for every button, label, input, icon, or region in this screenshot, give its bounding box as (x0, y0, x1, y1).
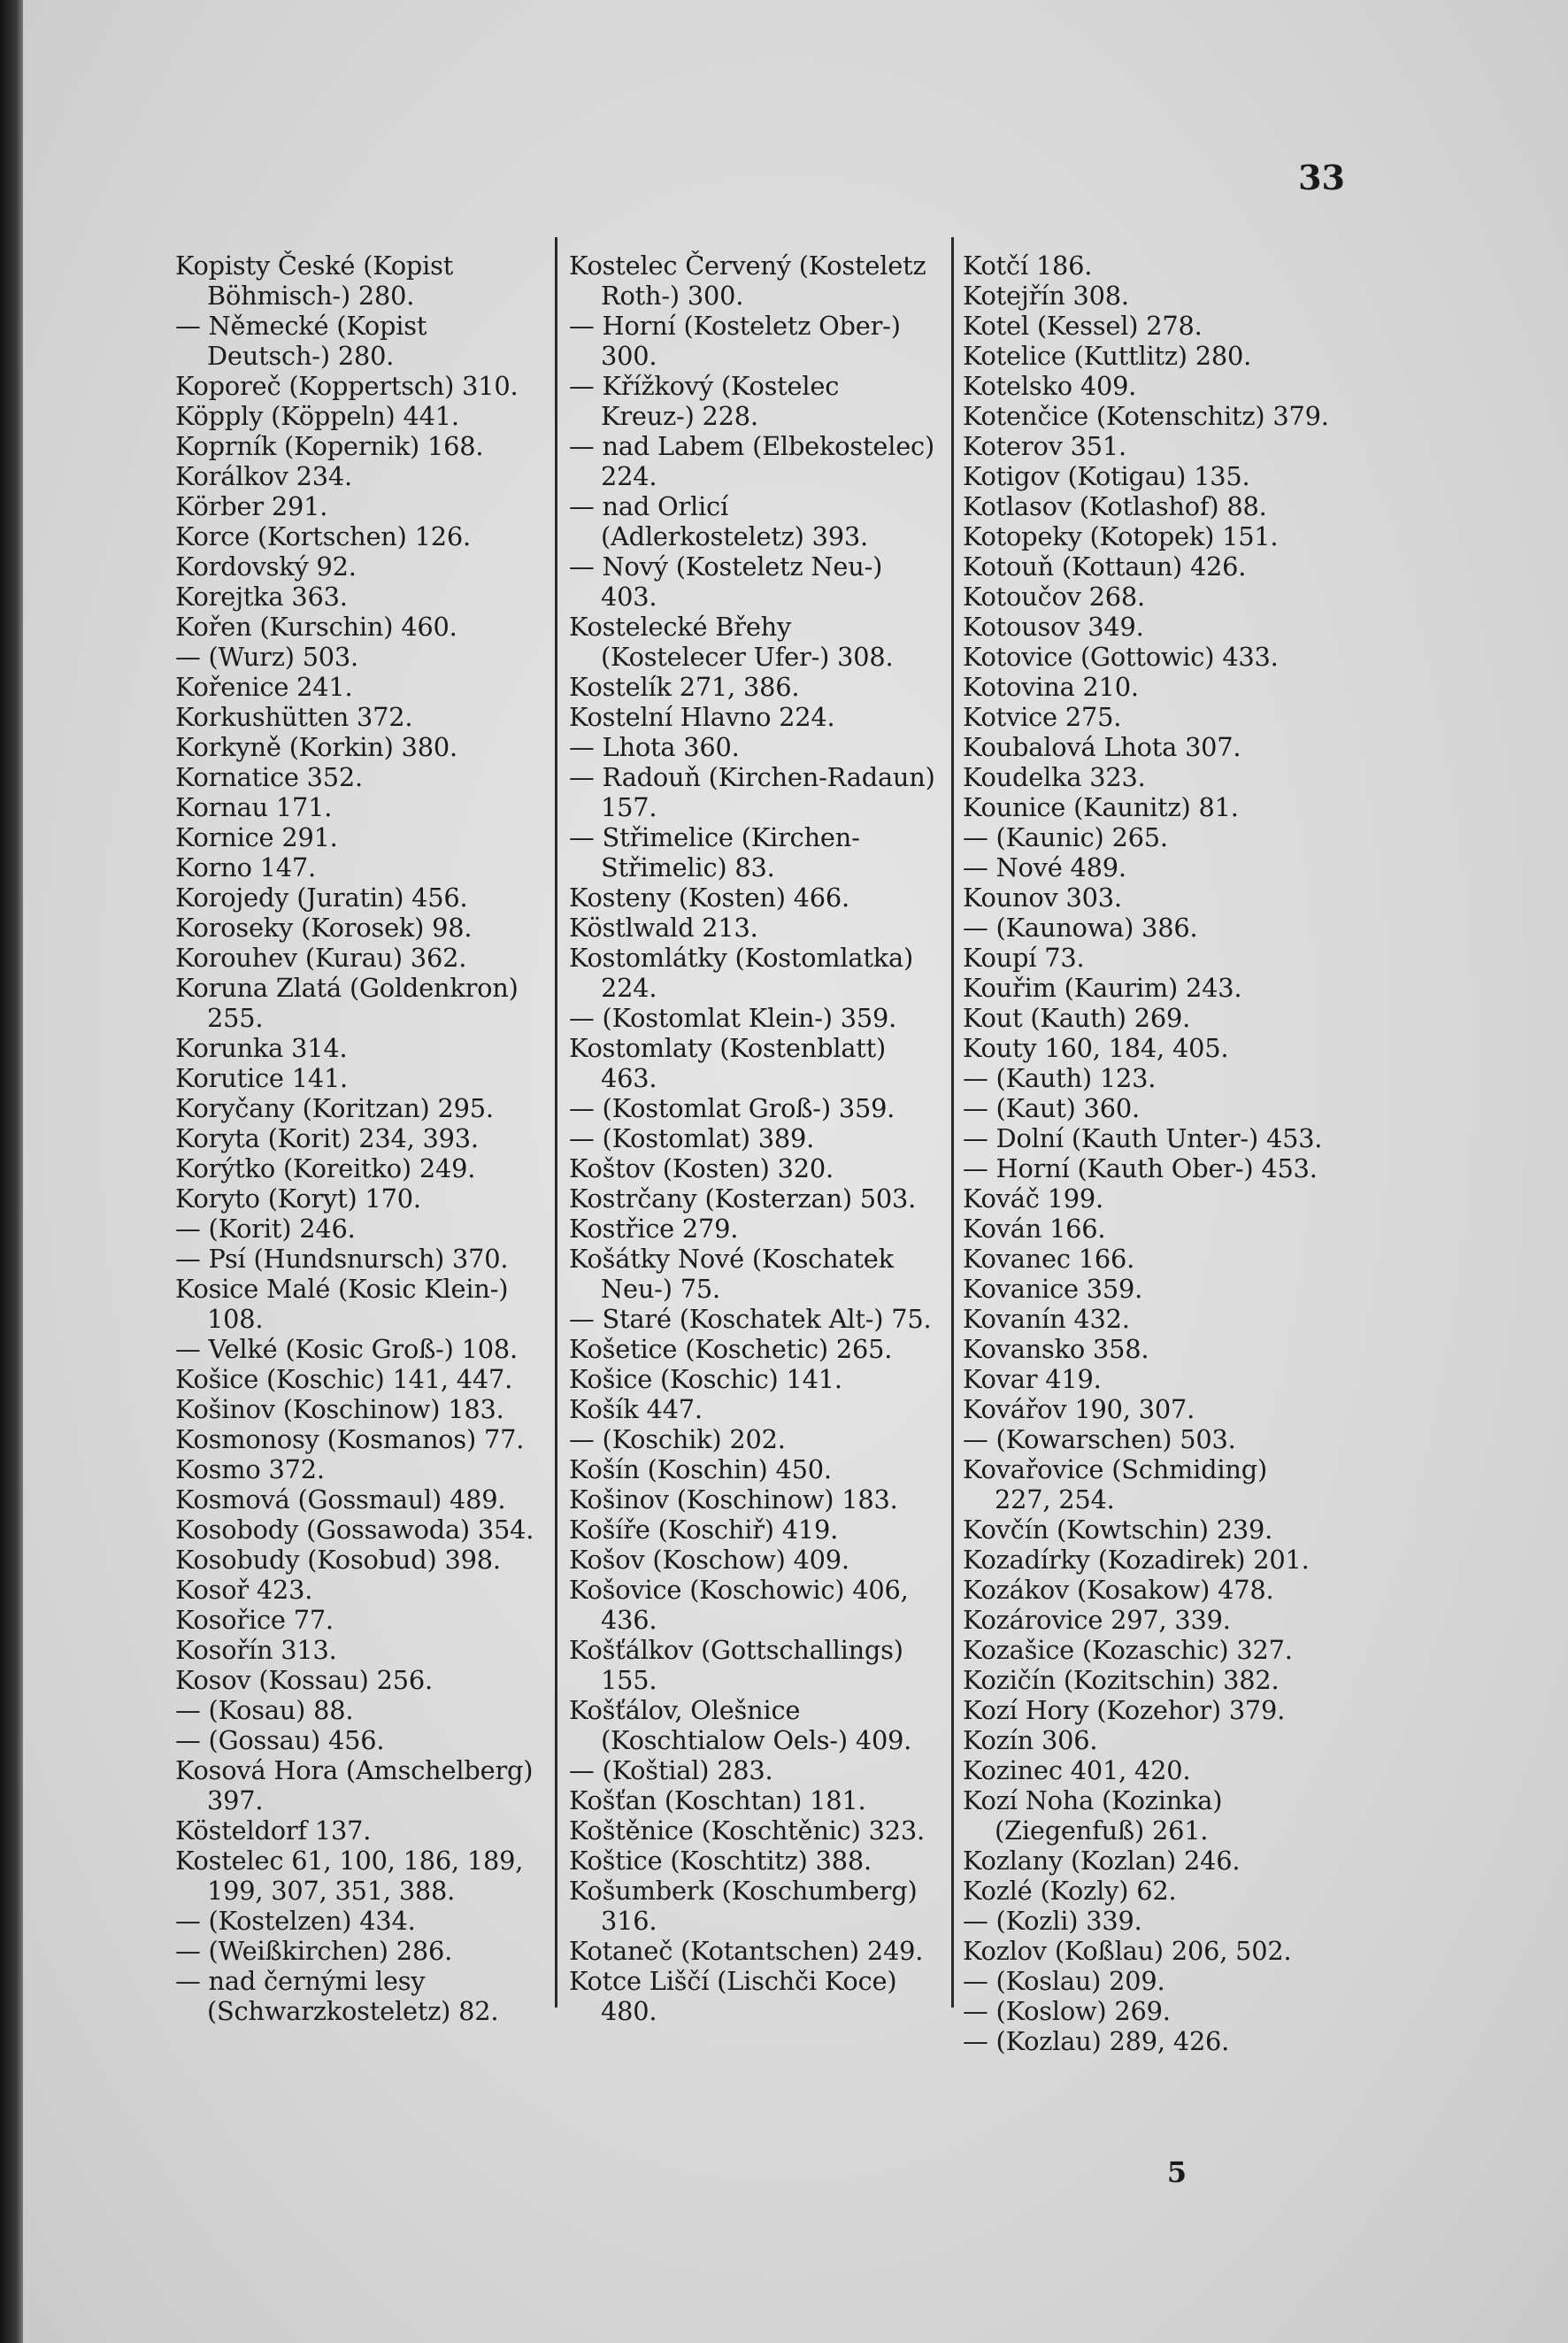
index-entry: — Staré (Koschatek Alt-) 75. (569, 1304, 932, 1334)
index-entry: Kouty 160, 184, 405. (963, 1033, 1229, 1063)
index-entry: Kostelecké Břehy (Kostelecer Ufer-) 308. (569, 612, 894, 672)
index-entry: Korálkov 234. (175, 461, 352, 491)
index-entry: Koporeč (Koppertsch) 310. (175, 371, 519, 401)
index-entry: — (Koslow) 269. (963, 1996, 1171, 2026)
index-entry: Kornice 291. (175, 822, 338, 852)
index-column-1 (175, 250, 542, 2026)
index-entry: Korutice 141. (175, 1063, 349, 1093)
index-entry: Kovansko 358. (963, 1334, 1149, 1364)
index-entry: Kosoř 423. (175, 1575, 313, 1605)
index-entry: — Nové 489. (963, 852, 1126, 882)
index-entry: Korkyně (Korkin) 380. (175, 732, 457, 762)
index-entry: Köstlwald 213. (569, 913, 758, 943)
index-entry: Kotopeky (Kotopek) 151. (963, 521, 1279, 551)
index-entry: — nad Labem (Elbekostelec) 224. (569, 431, 935, 491)
index-entry: Korunka 314. (175, 1033, 348, 1063)
index-entry: Kotaneč (Kotantschen) 249. (569, 1936, 924, 1966)
index-entry: Košice (Koschic) 141. (569, 1364, 842, 1394)
index-entry: Košín (Koschin) 450. (569, 1454, 832, 1484)
index-entry: Kozlany (Kozlan) 246. (963, 1846, 1241, 1876)
index-entry: Kounice (Kaunitz) 81. (963, 792, 1239, 822)
index-entry: Korno 147. (175, 852, 316, 882)
index-entry: Kosobudy (Kosobud) 398. (175, 1545, 501, 1575)
index-entry: Koštice (Koschtitz) 388. (569, 1846, 872, 1876)
index-entry: — (Wurz) 503. (175, 642, 359, 672)
index-entry: — Dolní (Kauth Unter-) 453. (963, 1123, 1323, 1153)
book-spine (0, 0, 23, 2343)
index-entry: — Křížkový (Kostelec Kreuz-) 228. (569, 371, 840, 431)
index-entry: Kovářov 190, 307. (963, 1394, 1195, 1424)
index-entry: — (Kostomlat) 389. (569, 1123, 815, 1153)
index-entry: Kostelec 61, 100, 186, 189, 199, 307, 351, 388. (175, 1846, 524, 1906)
index-entry: Košinov (Koschinow) 183. (569, 1484, 898, 1514)
index-entry: Kotovina 210. (963, 672, 1139, 702)
index-entry: Kozí Noha (Kozinka) (Ziegenfuß) 261. (963, 1785, 1223, 1846)
index-entry: Košťan (Koschtan) 181. (569, 1785, 866, 1815)
index-entry: Kosmová (Gossmaul) 489. (175, 1484, 506, 1514)
index-entry: Kotigov (Kotigau) 135. (963, 461, 1250, 491)
index-entry: Kosmonosy (Kosmanos) 77. (175, 1424, 525, 1454)
index-entry: Kostomlátky (Kostomlatka) 224. (569, 943, 914, 1003)
page-number: 33 (1298, 158, 1345, 197)
index-entry: Kovanice 359. (963, 1274, 1143, 1304)
index-entry: Kornau 171. (175, 792, 333, 822)
index-entry: Košinov (Koschinow) 183. (175, 1394, 504, 1424)
index-entry: Kozákov (Kosakow) 478. (963, 1575, 1274, 1605)
index-entry: Koštěnice (Koschtěnic) 323. (569, 1815, 925, 1846)
index-entry: Kostelík 271, 386. (569, 672, 800, 702)
index-entry: Kosice Malé (Kosic Klein-) 108. (175, 1274, 509, 1334)
index-entry: Košumberk (Koschumberg) 316. (569, 1876, 918, 1936)
index-entry: Kostřice 279. (569, 1214, 739, 1244)
index-entry: Koryčany (Koritzan) 295. (175, 1093, 494, 1123)
index-entry: — (Koslau) 209. (963, 1966, 1165, 1996)
index-entry: — (Koštial) 283. (569, 1755, 773, 1785)
index-entry: — (Korit) 246. (175, 1214, 356, 1244)
index-entry: Kotelice (Kuttlitz) 280. (963, 341, 1252, 371)
index-column-3 (963, 250, 1330, 2056)
index-entry: — (Kauth) 123. (963, 1063, 1157, 1093)
index-entry: Koubalová Lhota 307. (963, 732, 1241, 762)
index-entry: — (Kaut) 360. (963, 1093, 1140, 1123)
index-entry: — (Kostomlat Groß-) 359. (569, 1093, 895, 1123)
index-entry: — Lhota 360. (569, 732, 740, 762)
index-entry: Kopisty České (Kopist Böhmisch-) 280. (175, 250, 454, 311)
index-entry: Kozí Hory (Kozehor) 379. (963, 1695, 1286, 1725)
index-entry: Kotouň (Kottaun) 426. (963, 551, 1247, 582)
index-entry: Kosobody (Gossawoda) 354. (175, 1514, 534, 1545)
index-entry: Kozín 306. (963, 1725, 1098, 1755)
index-entry: Kordovský 92. (175, 551, 357, 582)
index-entry: Koudelka 323. (963, 762, 1146, 792)
index-entry: Koryta (Korit) 234, 393. (175, 1123, 479, 1153)
index-entry: Košetice (Koschetic) 265. (569, 1334, 893, 1364)
index-entry: Košovice (Koschowic) 406, 436. (569, 1575, 909, 1635)
index-entry: Korouhev (Kurau) 362. (175, 943, 467, 973)
signature-mark: 5 (1166, 2155, 1188, 2189)
index-entry: Kozinec 401, 420. (963, 1755, 1191, 1785)
index-entry: — (Weißkirchen) 286. (175, 1936, 453, 1966)
index-entry: Kosová Hora (Amschelberg) 397. (175, 1755, 534, 1815)
index-entry: — Horní (Kauth Ober-) 453. (963, 1153, 1318, 1183)
index-entry: Kostomlaty (Kostenblatt) 463. (569, 1033, 887, 1093)
index-entry: Kořenice 241. (175, 672, 353, 702)
index-entry: Kotejřín 308. (963, 281, 1129, 311)
index-entry: Kováč 199. (963, 1183, 1103, 1214)
index-entry: — (Kosau) 88. (175, 1695, 354, 1725)
index-entry: — (Gossau) 456. (175, 1725, 385, 1755)
index-entry: — (Kaunowa) 386. (963, 913, 1198, 943)
index-entry: Koštov (Kosten) 320. (569, 1153, 834, 1183)
index-entry: — (Kostelzen) 434. (175, 1906, 416, 1936)
index-entry: Kotelsko 409. (963, 371, 1137, 401)
index-entry: Kostelní Hlavno 224. (569, 702, 835, 732)
index-entry: — nad černými lesy (Schwarzkosteletz) 82. (175, 1966, 499, 2026)
index-entry: Köpply (Köppeln) 441. (175, 401, 459, 431)
index-entry: Koroseky (Korosek) 98. (175, 913, 473, 943)
index-entry: Kout (Kauth) 269. (963, 1003, 1191, 1033)
index-entry: — Střimelice (Kirchen-Střimelic) 83. (569, 822, 860, 882)
index-entry: — Psí (Hundsnursch) 370. (175, 1244, 509, 1274)
index-entry: Kozičín (Kozitschin) 382. (963, 1665, 1280, 1695)
index-entry: Košov (Koschow) 409. (569, 1545, 849, 1575)
index-entry: Kozlov (Koßlau) 206, 502. (963, 1936, 1292, 1966)
index-entry: Kosořín 313. (175, 1635, 337, 1665)
column-divider (555, 237, 557, 2008)
index-entry: Kořen (Kurschin) 460. (175, 612, 457, 642)
index-entry: Koprník (Kopernik) 168. (175, 431, 484, 461)
index-entry: Kosmo 372. (175, 1454, 325, 1484)
index-entry: Kovar 419. (963, 1364, 1102, 1394)
index-entry: — (Kozli) 339. (963, 1906, 1142, 1936)
index-entry: Korkushütten 372. (175, 702, 413, 732)
index-entry: Kován 166. (963, 1214, 1106, 1244)
index-entry: Kotlasov (Kotlashof) 88. (963, 491, 1267, 521)
index-entry: Kotousov 349. (963, 612, 1144, 642)
index-entry: Kozadírky (Kozadirek) 201. (963, 1545, 1310, 1575)
index-entry: Košíře (Koschiř) 419. (569, 1514, 839, 1545)
index-entry: Košátky Nové (Koschatek Neu-) 75. (569, 1244, 894, 1304)
index-entry: Koryto (Koryt) 170. (175, 1183, 421, 1214)
index-entry: — Horní (Kosteletz Ober-) 300. (569, 311, 901, 371)
index-entry: Kösteldorf 137. (175, 1815, 372, 1846)
index-entry: Korýtko (Koreitko) 249. (175, 1153, 476, 1183)
index-entry: Kotce Liščí (Lischči Koce) 480. (569, 1966, 897, 2026)
index-entry: Korce (Kortschen) 126. (175, 521, 471, 551)
index-entry: Kounov 303. (963, 882, 1122, 913)
index-entry: Kostelec Červený (Kosteletz Roth-) 300. (569, 250, 926, 311)
index-entry: — Radouň (Kirchen-Radaun) 157. (569, 762, 935, 822)
index-entry: Kostrčany (Kosterzan) 503. (569, 1183, 917, 1214)
index-entry: Kosov (Kossau) 256. (175, 1665, 433, 1695)
index-entry: Kozlé (Kozly) 62. (963, 1876, 1177, 1906)
index-entry: Kotčí 186. (963, 250, 1093, 281)
index-entry: Kovanec 166. (963, 1244, 1135, 1274)
index-entry: Koterov 351. (963, 431, 1126, 461)
index-entry: Korojedy (Juratin) 456. (175, 882, 468, 913)
index-entry: Korejtka 363. (175, 582, 348, 612)
index-entry: Koupí 73. (963, 943, 1085, 973)
index-entry: Kotoučov 268. (963, 582, 1145, 612)
index-entry: Körber 291. (175, 491, 328, 521)
index-entry: Košťálkov (Gottschallings) 155. (569, 1635, 903, 1695)
index-entry: Kosořice 77. (175, 1605, 334, 1635)
index-entry: Kotenčice (Kotenschitz) 379. (963, 401, 1329, 431)
index-entry: — (Koschik) 202. (569, 1424, 786, 1454)
column-divider (951, 237, 954, 2008)
index-entry: — (Kozlau) 289, 426. (963, 2026, 1230, 2056)
index-entry: — nad Orlicí (Adlerkosteletz) 393. (569, 491, 868, 551)
index-entry: Košťálov, Olešnice (Koschtialow Oels-) 409. (569, 1695, 912, 1755)
index-entry: Kovčín (Kowtschin) 239. (963, 1514, 1273, 1545)
index-entry: Kosteny (Kosten) 466. (569, 882, 849, 913)
index-entry: Kouřim (Kaurim) 243. (963, 973, 1242, 1003)
index-entry: Kozárovice 297, 339. (963, 1605, 1231, 1635)
index-entry: Kornatice 352. (175, 762, 363, 792)
index-entry: Kovanín 432. (963, 1304, 1130, 1334)
index-entry: — (Kostomlat Klein-) 359. (569, 1003, 897, 1033)
index-entry: Koruna Zlatá (Goldenkron) 255. (175, 973, 519, 1033)
index-entry: Košík 447. (569, 1394, 703, 1424)
index-entry: — Velké (Kosic Groß-) 108. (175, 1334, 518, 1364)
index-entry: Kovařovice (Schmiding) 227, 254. (963, 1454, 1268, 1514)
index-entry: — Německé (Kopist Deutsch-) 280. (175, 311, 427, 371)
index-entry: — (Kaunic) 265. (963, 822, 1168, 852)
index-entry: — Nový (Kosteletz Neu-) 403. (569, 551, 883, 612)
index-entry: Košice (Koschic) 141, 447. (175, 1364, 513, 1394)
index-entry: Kotovice (Gottowic) 433. (963, 642, 1279, 672)
index-entry: — (Kowarschen) 503. (963, 1424, 1236, 1454)
index-entry: Kotel (Kessel) 278. (963, 311, 1203, 341)
index-column-2 (569, 250, 936, 2026)
index-entry: Kozašice (Kozaschic) 327. (963, 1635, 1293, 1665)
index-entry: Kotvice 275. (963, 702, 1122, 732)
